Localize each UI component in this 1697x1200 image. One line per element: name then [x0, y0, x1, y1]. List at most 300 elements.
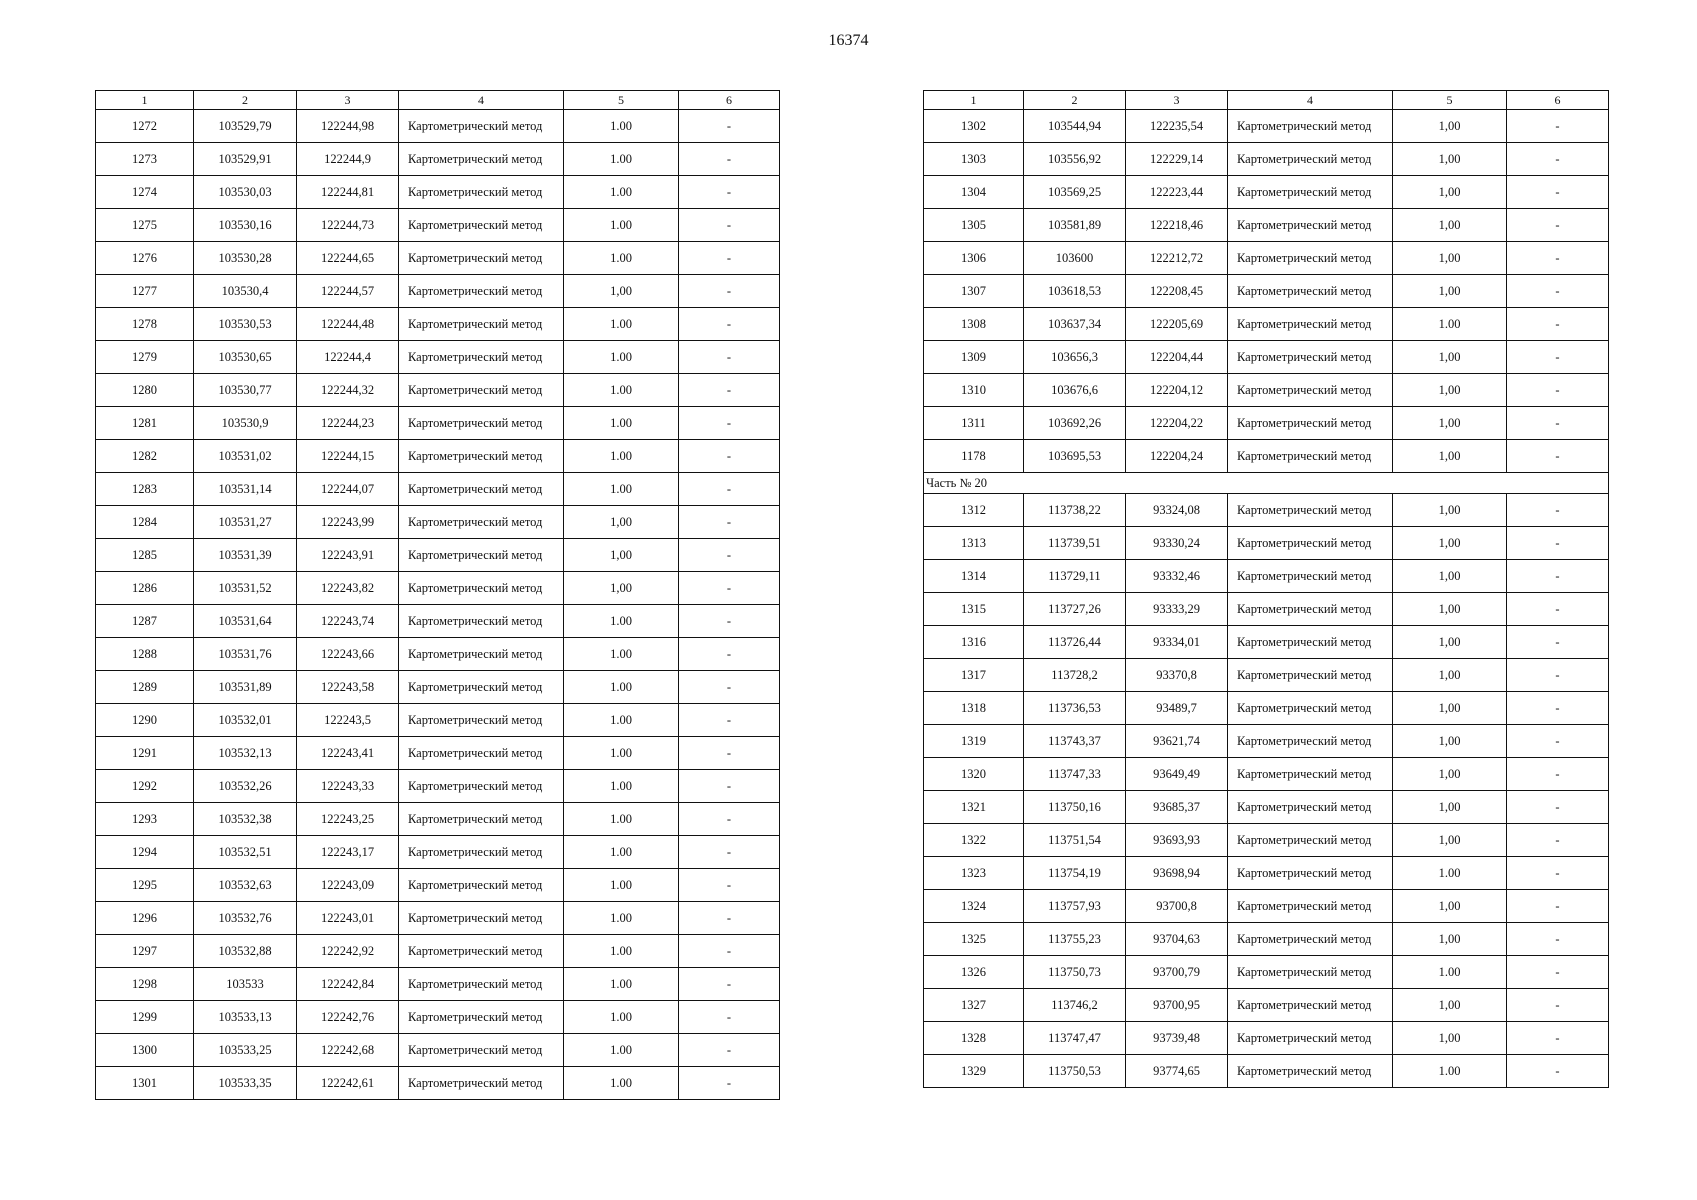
table-row	[96, 143, 780, 176]
accuracy-cell: 1.00	[1393, 308, 1507, 341]
x-coordinate-cell: 103532,88	[194, 935, 297, 968]
x-coordinate-cell: 103569,25	[1024, 176, 1126, 209]
point-number-cell: 1308	[924, 308, 1024, 341]
method-cell: Картометрический метод	[399, 341, 564, 374]
accuracy-cell: 1.00	[1393, 956, 1507, 989]
y-coordinate-cell: 93698,94	[1126, 857, 1228, 890]
note-cell: -	[679, 902, 780, 935]
note-cell: -	[1507, 407, 1609, 440]
y-coordinate-cell: 122243,17	[297, 836, 399, 869]
table-row	[96, 671, 780, 704]
table-row	[96, 506, 780, 539]
accuracy-cell: 1,00	[1393, 143, 1507, 176]
note-cell: -	[1507, 923, 1609, 956]
table-row	[924, 560, 1609, 593]
point-number-cell: 1282	[96, 440, 194, 473]
point-number-cell: 1304	[924, 176, 1024, 209]
method-cell: Картометрический метод	[399, 737, 564, 770]
y-coordinate-cell: 122212,72	[1126, 242, 1228, 275]
table-row	[924, 758, 1609, 791]
y-coordinate-cell: 122244,32	[297, 374, 399, 407]
accuracy-cell: 1,00	[1393, 626, 1507, 659]
table-row	[924, 923, 1609, 956]
note-cell: -	[679, 275, 780, 308]
x-coordinate-cell: 103532,26	[194, 770, 297, 803]
column-header-2: 2	[1024, 91, 1126, 110]
note-cell: -	[1507, 758, 1609, 791]
x-coordinate-cell: 103531,52	[194, 572, 297, 605]
x-coordinate-cell: 103581,89	[1024, 209, 1126, 242]
note-cell: -	[679, 836, 780, 869]
x-coordinate-cell: 113750,53	[1024, 1055, 1126, 1088]
table-row	[96, 242, 780, 275]
accuracy-cell: 1,00	[564, 539, 679, 572]
accuracy-cell: 1,00	[1393, 341, 1507, 374]
column-header-3: 3	[297, 91, 399, 110]
point-number-cell: 1292	[96, 770, 194, 803]
method-cell: Картометрический метод	[1228, 143, 1393, 176]
table-row	[96, 1034, 780, 1067]
note-cell: -	[1507, 275, 1609, 308]
table-body-right	[924, 110, 1609, 1088]
note-cell: -	[1507, 725, 1609, 758]
table-row	[96, 374, 780, 407]
x-coordinate-cell: 103676,6	[1024, 374, 1126, 407]
accuracy-cell: 1,00	[1393, 1022, 1507, 1055]
method-cell: Картометрический метод	[1228, 1055, 1393, 1088]
x-coordinate-cell: 103530,65	[194, 341, 297, 374]
y-coordinate-cell: 93774,65	[1126, 1055, 1228, 1088]
table-row	[924, 374, 1609, 407]
table-row	[96, 275, 780, 308]
accuracy-cell: 1,00	[1393, 989, 1507, 1022]
accuracy-cell: 1.00	[564, 1067, 679, 1100]
method-cell: Картометрический метод	[399, 671, 564, 704]
point-number-cell: 1281	[96, 407, 194, 440]
point-number-cell: 1316	[924, 626, 1024, 659]
y-coordinate-cell: 122244,73	[297, 209, 399, 242]
method-cell: Картометрический метод	[1228, 659, 1393, 692]
note-cell: -	[679, 407, 780, 440]
x-coordinate-cell: 113755,23	[1024, 923, 1126, 956]
table-row	[924, 440, 1609, 473]
x-coordinate-cell: 103532,63	[194, 869, 297, 902]
method-cell: Картометрический метод	[399, 242, 564, 275]
accuracy-cell: 1,00	[1393, 725, 1507, 758]
accuracy-cell: 1.00	[564, 803, 679, 836]
table-row	[924, 176, 1609, 209]
x-coordinate-cell: 103530,4	[194, 275, 297, 308]
table-row	[924, 1022, 1609, 1055]
method-cell: Картометрический метод	[399, 110, 564, 143]
note-cell: -	[1507, 626, 1609, 659]
accuracy-cell: 1,00	[1393, 110, 1507, 143]
x-coordinate-cell: 113747,33	[1024, 758, 1126, 791]
table-row	[96, 110, 780, 143]
table-row	[96, 1001, 780, 1034]
table-row	[96, 176, 780, 209]
method-cell: Картометрический метод	[399, 902, 564, 935]
y-coordinate-cell: 122243,66	[297, 638, 399, 671]
note-cell: -	[679, 308, 780, 341]
x-coordinate-cell: 113728,2	[1024, 659, 1126, 692]
point-number-cell: 1279	[96, 341, 194, 374]
coordinates-table-left	[95, 90, 780, 1100]
y-coordinate-cell: 122244,81	[297, 176, 399, 209]
method-cell: Картометрический метод	[399, 209, 564, 242]
column-header-5: 5	[564, 91, 679, 110]
table-row	[924, 626, 1609, 659]
point-number-cell: 1313	[924, 527, 1024, 560]
x-coordinate-cell: 103531,02	[194, 440, 297, 473]
point-number-cell: 1317	[924, 659, 1024, 692]
note-cell: -	[1507, 1055, 1609, 1088]
y-coordinate-cell: 93704,63	[1126, 923, 1228, 956]
y-coordinate-cell: 122244,57	[297, 275, 399, 308]
x-coordinate-cell: 113750,16	[1024, 791, 1126, 824]
accuracy-cell: 1,00	[564, 572, 679, 605]
table-row	[924, 407, 1609, 440]
y-coordinate-cell: 122235,54	[1126, 110, 1228, 143]
column-header-3: 3	[1126, 91, 1228, 110]
method-cell: Картометрический метод	[1228, 989, 1393, 1022]
point-number-cell: 1324	[924, 890, 1024, 923]
table-row	[924, 527, 1609, 560]
note-cell: -	[1507, 1022, 1609, 1055]
note-cell: -	[679, 869, 780, 902]
x-coordinate-cell: 103618,53	[1024, 275, 1126, 308]
y-coordinate-cell: 93621,74	[1126, 725, 1228, 758]
method-cell: Картометрический метод	[399, 506, 564, 539]
y-coordinate-cell: 93324,08	[1126, 494, 1228, 527]
method-cell: Картометрический метод	[1228, 341, 1393, 374]
note-cell: -	[1507, 374, 1609, 407]
point-number-cell: 1277	[96, 275, 194, 308]
table-row	[96, 836, 780, 869]
y-coordinate-cell: 122243,74	[297, 605, 399, 638]
table-row	[924, 593, 1609, 626]
note-cell: -	[1507, 527, 1609, 560]
accuracy-cell: 1.00	[564, 737, 679, 770]
method-cell: Картометрический метод	[1228, 560, 1393, 593]
x-coordinate-cell: 103692,26	[1024, 407, 1126, 440]
y-coordinate-cell: 122244,48	[297, 308, 399, 341]
x-coordinate-cell: 113754,19	[1024, 857, 1126, 890]
table-row	[96, 704, 780, 737]
x-coordinate-cell: 103533,25	[194, 1034, 297, 1067]
table-row	[96, 341, 780, 374]
table-row	[96, 902, 780, 935]
note-cell: -	[1507, 242, 1609, 275]
table-row	[924, 110, 1609, 143]
method-cell: Картометрический метод	[399, 275, 564, 308]
method-cell: Картометрический метод	[1228, 791, 1393, 824]
point-number-cell: 1329	[924, 1055, 1024, 1088]
accuracy-cell: 1.00	[564, 770, 679, 803]
accuracy-cell: 1.00	[564, 143, 679, 176]
method-cell: Картометрический метод	[1228, 824, 1393, 857]
y-coordinate-cell: 122244,9	[297, 143, 399, 176]
table-row	[924, 494, 1609, 527]
method-cell: Картометрический метод	[1228, 626, 1393, 659]
y-coordinate-cell: 122229,14	[1126, 143, 1228, 176]
accuracy-cell: 1.00	[564, 605, 679, 638]
y-coordinate-cell: 122244,23	[297, 407, 399, 440]
x-coordinate-cell: 103533,35	[194, 1067, 297, 1100]
note-cell: -	[679, 110, 780, 143]
point-number-cell: 1300	[96, 1034, 194, 1067]
note-cell: -	[1507, 791, 1609, 824]
accuracy-cell: 1,00	[1393, 407, 1507, 440]
table-header-row	[96, 91, 780, 110]
note-cell: -	[679, 572, 780, 605]
x-coordinate-cell: 103600	[1024, 242, 1126, 275]
y-coordinate-cell: 122242,68	[297, 1034, 399, 1067]
table-row	[96, 308, 780, 341]
column-header-4: 4	[1228, 91, 1393, 110]
y-coordinate-cell: 93649,49	[1126, 758, 1228, 791]
point-number-cell: 1327	[924, 989, 1024, 1022]
note-cell: -	[679, 770, 780, 803]
accuracy-cell: 1.00	[564, 902, 679, 935]
method-cell: Картометрический метод	[399, 935, 564, 968]
y-coordinate-cell: 93333,29	[1126, 593, 1228, 626]
x-coordinate-cell: 103532,38	[194, 803, 297, 836]
x-coordinate-cell: 113729,11	[1024, 560, 1126, 593]
column-header-6: 6	[679, 91, 780, 110]
note-cell: -	[1507, 956, 1609, 989]
point-number-cell: 1275	[96, 209, 194, 242]
x-coordinate-cell: 113738,22	[1024, 494, 1126, 527]
accuracy-cell: 1.00	[564, 638, 679, 671]
x-coordinate-cell: 103544,94	[1024, 110, 1126, 143]
note-cell: -	[679, 1067, 780, 1100]
method-cell: Картометрический метод	[1228, 308, 1393, 341]
coordinates-table-right	[923, 90, 1609, 1088]
table-row	[96, 473, 780, 506]
method-cell: Картометрический метод	[1228, 692, 1393, 725]
method-cell: Картометрический метод	[399, 836, 564, 869]
point-number-cell: 1310	[924, 374, 1024, 407]
note-cell: -	[679, 671, 780, 704]
table-row	[924, 1055, 1609, 1088]
section-heading-row	[924, 473, 1609, 494]
point-number-cell: 1299	[96, 1001, 194, 1034]
method-cell: Картометрический метод	[399, 572, 564, 605]
y-coordinate-cell: 122243,41	[297, 737, 399, 770]
method-cell: Картометрический метод	[1228, 242, 1393, 275]
accuracy-cell: 1.00	[564, 968, 679, 1001]
note-cell: -	[679, 473, 780, 506]
table-row	[96, 968, 780, 1001]
point-number-cell: 1297	[96, 935, 194, 968]
y-coordinate-cell: 93693,93	[1126, 824, 1228, 857]
x-coordinate-cell: 103531,89	[194, 671, 297, 704]
point-number-cell: 1322	[924, 824, 1024, 857]
y-coordinate-cell: 122204,12	[1126, 374, 1228, 407]
table-row	[96, 440, 780, 473]
accuracy-cell: 1,00	[1393, 176, 1507, 209]
method-cell: Картометрический метод	[1228, 110, 1393, 143]
note-cell: -	[679, 1001, 780, 1034]
accuracy-cell: 1,00	[1393, 242, 1507, 275]
note-cell: -	[679, 440, 780, 473]
point-number-cell: 1303	[924, 143, 1024, 176]
point-number-cell: 1301	[96, 1067, 194, 1100]
method-cell: Картометрический метод	[1228, 1022, 1393, 1055]
y-coordinate-cell: 122223,44	[1126, 176, 1228, 209]
note-cell: -	[679, 638, 780, 671]
section-label: Часть № 20	[924, 473, 1609, 494]
y-coordinate-cell: 93370,8	[1126, 659, 1228, 692]
note-cell: -	[679, 341, 780, 374]
method-cell: Картометрический метод	[399, 638, 564, 671]
point-number-cell: 1286	[96, 572, 194, 605]
note-cell: -	[1507, 824, 1609, 857]
y-coordinate-cell: 122243,25	[297, 803, 399, 836]
x-coordinate-cell: 103533,13	[194, 1001, 297, 1034]
note-cell: -	[679, 605, 780, 638]
accuracy-cell: 1,00	[1393, 527, 1507, 560]
table-row	[96, 539, 780, 572]
method-cell: Картометрический метод	[1228, 275, 1393, 308]
point-number-cell: 1294	[96, 836, 194, 869]
point-number-cell: 1315	[924, 593, 1024, 626]
table-row	[924, 341, 1609, 374]
y-coordinate-cell: 122243,99	[297, 506, 399, 539]
accuracy-cell: 1,00	[1393, 209, 1507, 242]
page-number: 16374	[828, 32, 869, 49]
y-coordinate-cell: 122204,22	[1126, 407, 1228, 440]
point-number-cell: 1307	[924, 275, 1024, 308]
accuracy-cell: 1.00	[1393, 857, 1507, 890]
point-number-cell: 1284	[96, 506, 194, 539]
table-row	[924, 209, 1609, 242]
table-row	[924, 989, 1609, 1022]
note-cell: -	[1507, 110, 1609, 143]
method-cell: Картометрический метод	[1228, 758, 1393, 791]
column-header-2: 2	[194, 91, 297, 110]
point-number-cell: 1328	[924, 1022, 1024, 1055]
column-header-6: 6	[1507, 91, 1609, 110]
point-number-cell: 1273	[96, 143, 194, 176]
method-cell: Картометрический метод	[399, 704, 564, 737]
x-coordinate-cell: 103531,27	[194, 506, 297, 539]
method-cell: Картометрический метод	[1228, 923, 1393, 956]
accuracy-cell: 1.00	[564, 308, 679, 341]
note-cell: -	[679, 935, 780, 968]
point-number-cell: 1295	[96, 869, 194, 902]
accuracy-cell: 1.00	[564, 671, 679, 704]
accuracy-cell: 1,00	[1393, 440, 1507, 473]
note-cell: -	[1507, 143, 1609, 176]
accuracy-cell: 1,00	[564, 506, 679, 539]
x-coordinate-cell: 103532,76	[194, 902, 297, 935]
table-row	[924, 692, 1609, 725]
accuracy-cell: 1.00	[564, 836, 679, 869]
x-coordinate-cell: 103533	[194, 968, 297, 1001]
method-cell: Картометрический метод	[1228, 857, 1393, 890]
table-row	[924, 857, 1609, 890]
accuracy-cell: 1.00	[1393, 1055, 1507, 1088]
x-coordinate-cell: 103637,34	[1024, 308, 1126, 341]
method-cell: Картометрический метод	[399, 803, 564, 836]
x-coordinate-cell: 103530,28	[194, 242, 297, 275]
method-cell: Картометрический метод	[399, 308, 564, 341]
x-coordinate-cell: 113743,37	[1024, 725, 1126, 758]
method-cell: Картометрический метод	[1228, 407, 1393, 440]
x-coordinate-cell: 113736,53	[1024, 692, 1126, 725]
note-cell: -	[1507, 593, 1609, 626]
point-number-cell: 1293	[96, 803, 194, 836]
method-cell: Картометрический метод	[1228, 374, 1393, 407]
point-number-cell: 1296	[96, 902, 194, 935]
table-row	[924, 725, 1609, 758]
x-coordinate-cell: 103656,3	[1024, 341, 1126, 374]
accuracy-cell: 1,00	[1393, 758, 1507, 791]
table-row	[924, 242, 1609, 275]
accuracy-cell: 1,00	[564, 275, 679, 308]
point-number-cell: 1274	[96, 176, 194, 209]
table-row	[96, 638, 780, 671]
table-row	[924, 308, 1609, 341]
method-cell: Картометрический метод	[1228, 209, 1393, 242]
note-cell: -	[1507, 890, 1609, 923]
note-cell: -	[1507, 494, 1609, 527]
method-cell: Картометрический метод	[1228, 725, 1393, 758]
method-cell: Картометрический метод	[1228, 527, 1393, 560]
y-coordinate-cell: 93685,37	[1126, 791, 1228, 824]
y-coordinate-cell: 93334,01	[1126, 626, 1228, 659]
method-cell: Картометрический метод	[1228, 890, 1393, 923]
y-coordinate-cell: 93700,95	[1126, 989, 1228, 1022]
accuracy-cell: 1,00	[1393, 494, 1507, 527]
note-cell: -	[679, 143, 780, 176]
method-cell: Картометрический метод	[399, 374, 564, 407]
x-coordinate-cell: 113727,26	[1024, 593, 1126, 626]
accuracy-cell: 1.00	[564, 869, 679, 902]
accuracy-cell: 1,00	[1393, 374, 1507, 407]
point-number-cell: 1289	[96, 671, 194, 704]
note-cell: -	[679, 803, 780, 836]
accuracy-cell: 1.00	[564, 341, 679, 374]
note-cell: -	[679, 242, 780, 275]
method-cell: Картометрический метод	[399, 143, 564, 176]
accuracy-cell: 1,00	[1393, 275, 1507, 308]
x-coordinate-cell: 103529,79	[194, 110, 297, 143]
y-coordinate-cell: 122204,24	[1126, 440, 1228, 473]
y-coordinate-cell: 93739,48	[1126, 1022, 1228, 1055]
accuracy-cell: 1.00	[564, 209, 679, 242]
note-cell: -	[1507, 989, 1609, 1022]
note-cell: -	[679, 1034, 780, 1067]
method-cell: Картометрический метод	[399, 473, 564, 506]
point-number-cell: 1287	[96, 605, 194, 638]
note-cell: -	[679, 209, 780, 242]
x-coordinate-cell: 113746,2	[1024, 989, 1126, 1022]
y-coordinate-cell: 93332,46	[1126, 560, 1228, 593]
note-cell: -	[1507, 209, 1609, 242]
point-number-cell: 1290	[96, 704, 194, 737]
column-header-1: 1	[96, 91, 194, 110]
note-cell: -	[1507, 308, 1609, 341]
accuracy-cell: 1.00	[564, 176, 679, 209]
x-coordinate-cell: 103530,9	[194, 407, 297, 440]
point-number-cell: 1305	[924, 209, 1024, 242]
accuracy-cell: 1.00	[564, 440, 679, 473]
table-row	[924, 659, 1609, 692]
point-number-cell: 1325	[924, 923, 1024, 956]
